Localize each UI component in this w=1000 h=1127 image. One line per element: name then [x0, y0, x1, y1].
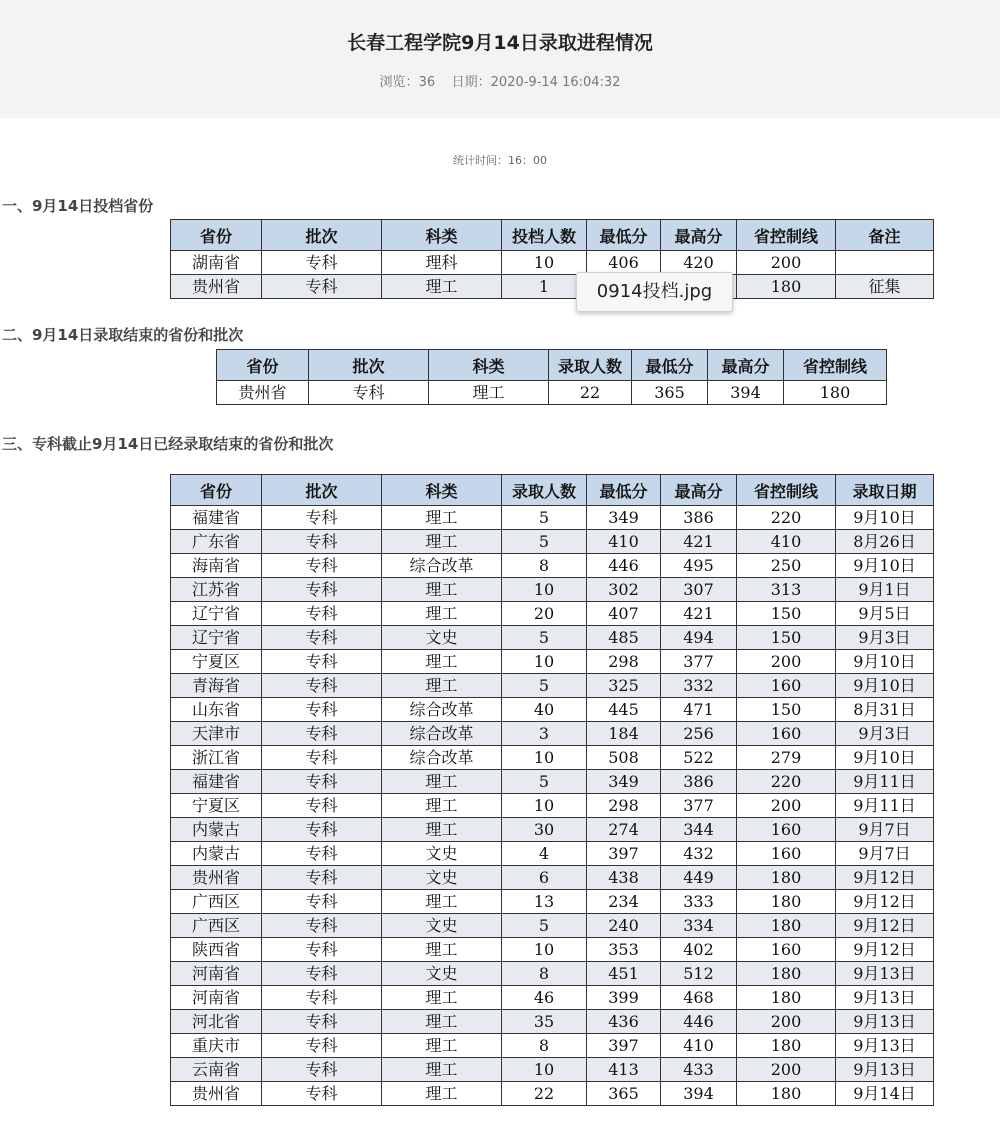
table-row — [171, 506, 934, 530]
table-row — [171, 1034, 934, 1058]
column-header: 最高分 — [661, 220, 737, 251]
table-cell: 8 — [502, 1034, 587, 1058]
table-cell: 344 — [661, 818, 737, 842]
table-row — [217, 381, 887, 405]
table-cell: 贵州省 — [171, 1082, 262, 1106]
table-row — [171, 938, 934, 962]
table-cell: 410 — [587, 530, 661, 554]
column-header: 省控制线 — [737, 475, 836, 506]
table-cell: 专科 — [262, 890, 382, 914]
table-cell: 9月13日 — [836, 962, 934, 986]
table-row — [171, 578, 934, 602]
table-cell: 180 — [737, 1034, 836, 1058]
table-cell: 9月12日 — [836, 890, 934, 914]
table-cell: 专科 — [262, 722, 382, 746]
table-cell: 专科 — [262, 842, 382, 866]
table-cell: 理工 — [382, 650, 502, 674]
table-cell: 9月11日 — [836, 770, 934, 794]
table-cell: 334 — [661, 914, 737, 938]
table-cell: 专科 — [262, 1010, 382, 1034]
column-header: 省份 — [217, 350, 309, 381]
table-cell: 436 — [587, 1010, 661, 1034]
table-cell: 451 — [587, 962, 661, 986]
table-cell: 402 — [661, 938, 737, 962]
table-cell: 40 — [502, 698, 587, 722]
table-cell: 8 — [502, 554, 587, 578]
table-cell: 522 — [661, 746, 737, 770]
table-row — [171, 746, 934, 770]
table-cell: 专科 — [262, 602, 382, 626]
table-cell: 485 — [587, 626, 661, 650]
table-cell: 专科 — [262, 530, 382, 554]
table-cell: 宁夏区 — [171, 794, 262, 818]
table-cell: 13 — [502, 890, 587, 914]
table-cell: 9月7日 — [836, 842, 934, 866]
table-cell: 449 — [661, 866, 737, 890]
table-cell: 9月12日 — [836, 866, 934, 890]
column-header: 批次 — [309, 350, 429, 381]
table-row — [171, 794, 934, 818]
table-row — [171, 722, 934, 746]
table-cell: 9月12日 — [836, 938, 934, 962]
table-cell: 332 — [661, 674, 737, 698]
column-header: 最高分 — [661, 475, 737, 506]
table-cell: 298 — [587, 650, 661, 674]
table-cell: 180 — [737, 962, 836, 986]
table-cell: 9月14日 — [836, 1082, 934, 1106]
table-cell: 9月10日 — [836, 554, 934, 578]
table-cell: 广西区 — [171, 914, 262, 938]
table-cell: 150 — [737, 626, 836, 650]
table-cell: 1 — [502, 275, 587, 299]
table-cell: 377 — [661, 650, 737, 674]
table-row — [171, 1082, 934, 1106]
table-cell: 433 — [661, 1058, 737, 1082]
table-row — [171, 650, 934, 674]
table-cell: 理工 — [382, 770, 502, 794]
table-cell: 150 — [737, 602, 836, 626]
column-header: 批次 — [262, 220, 382, 251]
table-cell: 494 — [661, 626, 737, 650]
table-cell: 200 — [737, 1010, 836, 1034]
table-cell: 9月3日 — [836, 626, 934, 650]
table-row — [171, 1058, 934, 1082]
table-cell: 文史 — [382, 914, 502, 938]
table-cell: 240 — [587, 914, 661, 938]
table-row — [171, 914, 934, 938]
table-cell: 432 — [661, 842, 737, 866]
table-cell: 180 — [737, 866, 836, 890]
table-cell: 9月13日 — [836, 1034, 934, 1058]
table-cell: 349 — [587, 506, 661, 530]
table-cell: 302 — [587, 578, 661, 602]
table-cell: 专科 — [262, 554, 382, 578]
table-cell: 理工 — [382, 578, 502, 602]
column-header: 录取日期 — [836, 475, 934, 506]
table-cell: 46 — [502, 986, 587, 1010]
table-row — [171, 818, 934, 842]
table-cell: 421 — [661, 602, 737, 626]
table-cell: 理工 — [382, 530, 502, 554]
table-cell: 468 — [661, 986, 737, 1010]
finished-summary-table — [170, 474, 934, 1106]
table-cell: 10 — [502, 1058, 587, 1082]
table-cell: 专科 — [262, 674, 382, 698]
table-cell: 5 — [502, 626, 587, 650]
table-row — [171, 674, 934, 698]
column-header: 科类 — [429, 350, 549, 381]
table-cell: 180 — [737, 890, 836, 914]
table-cell: 495 — [661, 554, 737, 578]
table-cell: 贵州省 — [171, 275, 262, 299]
table-cell: 专科 — [262, 1082, 382, 1106]
table-cell: 4 — [502, 842, 587, 866]
table-cell: 160 — [737, 674, 836, 698]
table-cell: 5 — [502, 530, 587, 554]
table-cell: 9月11日 — [836, 794, 934, 818]
table-cell: 综合改革 — [382, 746, 502, 770]
table-cell: 180 — [737, 914, 836, 938]
table-cell: 8月26日 — [836, 530, 934, 554]
article-meta — [0, 71, 1000, 90]
table-cell: 海南省 — [171, 554, 262, 578]
table-cell: 宁夏区 — [171, 650, 262, 674]
table-cell: 313 — [737, 578, 836, 602]
table-cell: 理工 — [382, 275, 502, 299]
table-cell: 5 — [502, 506, 587, 530]
table-cell: 446 — [661, 1010, 737, 1034]
views-count: 36 — [418, 75, 436, 90]
table-cell: 386 — [661, 506, 737, 530]
column-header: 备注 — [836, 220, 934, 251]
table-cell: 9月13日 — [836, 1058, 934, 1082]
table-cell: 200 — [737, 1058, 836, 1082]
table-cell: 8月31日 — [836, 698, 934, 722]
table-cell: 专科 — [262, 746, 382, 770]
table-cell: 200 — [737, 794, 836, 818]
table-row — [171, 962, 934, 986]
table-cell: 399 — [587, 986, 661, 1010]
table-cell: 专科 — [262, 650, 382, 674]
table-cell: 专科 — [262, 251, 382, 275]
table-cell: 河南省 — [171, 962, 262, 986]
table-cell: 陕西省 — [171, 938, 262, 962]
table-cell: 298 — [587, 794, 661, 818]
column-header: 最高分 — [708, 350, 784, 381]
table-row — [171, 554, 934, 578]
table-cell: 辽宁省 — [171, 626, 262, 650]
table-cell: 220 — [737, 506, 836, 530]
table-cell: 9月13日 — [836, 986, 934, 1010]
table-cell: 内蒙古 — [171, 842, 262, 866]
table-cell: 365 — [632, 381, 708, 405]
table-cell: 专科 — [262, 1058, 382, 1082]
table-cell: 理工 — [382, 818, 502, 842]
table-cell: 406 — [587, 251, 661, 275]
table-cell: 256 — [661, 722, 737, 746]
table-cell: 理工 — [382, 794, 502, 818]
table-cell: 湖南省 — [171, 251, 262, 275]
table-cell: 9月10日 — [836, 674, 934, 698]
page-title: 长春工程学院9月14日录取进程情况 — [347, 32, 653, 54]
table-row — [171, 986, 934, 1010]
table-cell: 160 — [737, 842, 836, 866]
table-cell: 专科 — [262, 914, 382, 938]
table-cell: 3 — [502, 722, 587, 746]
table-cell: 20 — [502, 602, 587, 626]
views-label: 浏览： — [379, 75, 419, 90]
date-label: 日期： — [451, 75, 491, 90]
table-cell: 394 — [708, 381, 784, 405]
table-cell: 9月13日 — [836, 1010, 934, 1034]
table-cell: 理工 — [382, 938, 502, 962]
table-cell: 8 — [502, 962, 587, 986]
table-cell: 150 — [737, 698, 836, 722]
column-header: 省份 — [171, 475, 262, 506]
table-cell: 河南省 — [171, 986, 262, 1010]
table-cell: 471 — [661, 698, 737, 722]
table-cell: 200 — [737, 650, 836, 674]
table-cell: 贵州省 — [217, 381, 309, 405]
table-cell: 397 — [587, 842, 661, 866]
table-cell: 397 — [587, 1034, 661, 1058]
table-cell: 福建省 — [171, 506, 262, 530]
table-row — [171, 842, 934, 866]
table-cell: 9月3日 — [836, 722, 934, 746]
table-cell: 410 — [737, 530, 836, 554]
table-cell: 9月12日 — [836, 914, 934, 938]
section1-heading: 一、9月14日投档省份 — [2, 197, 154, 215]
table-cell: 10 — [502, 251, 587, 275]
table-cell: 专科 — [262, 506, 382, 530]
table-cell: 青海省 — [171, 674, 262, 698]
table-cell: 专科 — [262, 866, 382, 890]
publish-date: 2020-9-14 16:04:32 — [490, 75, 621, 90]
table-row — [171, 890, 934, 914]
table-cell: 文史 — [382, 962, 502, 986]
table-cell: 5 — [502, 770, 587, 794]
table-row — [171, 770, 934, 794]
table-row — [171, 251, 934, 275]
table-cell: 理工 — [382, 506, 502, 530]
tou-dang-table — [170, 219, 934, 299]
table-row — [171, 626, 934, 650]
table-cell: 理工 — [382, 1082, 502, 1106]
table-cell: 专科 — [309, 381, 429, 405]
table-cell: 250 — [737, 554, 836, 578]
table-cell: 325 — [587, 674, 661, 698]
table-cell: 307 — [661, 578, 737, 602]
table-cell: 35 — [502, 1010, 587, 1034]
table-cell: 22 — [549, 381, 632, 405]
column-header: 批次 — [262, 475, 382, 506]
table-header-row — [171, 475, 934, 506]
table-cell: 10 — [502, 650, 587, 674]
table-cell: 专科 — [262, 275, 382, 299]
table-cell: 福建省 — [171, 770, 262, 794]
table-cell: 386 — [661, 770, 737, 794]
table-cell: 200 — [737, 251, 836, 275]
table-cell: 22 — [502, 1082, 587, 1106]
column-header: 省份 — [171, 220, 262, 251]
table-cell: 9月1日 — [836, 578, 934, 602]
column-header: 录取人数 — [502, 475, 587, 506]
table-cell: 专科 — [262, 794, 382, 818]
table-cell: 446 — [587, 554, 661, 578]
table-cell: 理工 — [382, 602, 502, 626]
table-cell: 365 — [587, 1082, 661, 1106]
table-cell: 江苏省 — [171, 578, 262, 602]
table-cell: 河北省 — [171, 1010, 262, 1034]
table-cell: 专科 — [262, 986, 382, 1010]
table-cell: 专科 — [262, 962, 382, 986]
section3-heading: 三、专科截止9月14日已经录取结束的省份和批次 — [2, 435, 334, 453]
table-cell: 理工 — [429, 381, 549, 405]
table-cell: 理科 — [382, 251, 502, 275]
table-cell: 理工 — [382, 1010, 502, 1034]
table-cell: 180 — [737, 275, 836, 299]
table-cell: 160 — [737, 818, 836, 842]
table-cell: 重庆市 — [171, 1034, 262, 1058]
table-cell: 理工 — [382, 890, 502, 914]
table-cell: 220 — [737, 770, 836, 794]
table-cell: 专科 — [262, 938, 382, 962]
article-header — [0, 0, 1000, 118]
table-row — [171, 866, 934, 890]
table-cell: 广西区 — [171, 890, 262, 914]
table-cell: 理工 — [382, 674, 502, 698]
table-cell: 274 — [587, 818, 661, 842]
table-cell: 9月5日 — [836, 602, 934, 626]
finished-today-table — [216, 349, 887, 405]
table-cell: 综合改革 — [382, 554, 502, 578]
table-cell: 420 — [661, 251, 737, 275]
image-filename-tooltip: 0914投档.jpg — [576, 272, 733, 312]
column-header: 科类 — [382, 220, 502, 251]
table-cell: 445 — [587, 698, 661, 722]
table-cell: 160 — [737, 938, 836, 962]
section2-heading: 二、9月14日录取结束的省份和批次 — [2, 326, 244, 344]
table-cell: 专科 — [262, 1034, 382, 1058]
table-cell: 文史 — [382, 626, 502, 650]
table-cell: 专科 — [262, 698, 382, 722]
table-cell: 333 — [661, 890, 737, 914]
table-cell: 浙江省 — [171, 746, 262, 770]
table-cell: 160 — [737, 722, 836, 746]
table-cell: 专科 — [262, 578, 382, 602]
table-row — [171, 1010, 934, 1034]
table-cell: 5 — [502, 914, 587, 938]
table-cell: 理工 — [382, 986, 502, 1010]
table-cell: 512 — [661, 962, 737, 986]
table-cell: 专科 — [262, 818, 382, 842]
column-header: 省控制线 — [737, 220, 836, 251]
table-cell: 6 — [502, 866, 587, 890]
table-cell: 辽宁省 — [171, 602, 262, 626]
table-row — [171, 530, 934, 554]
table-cell: 180 — [737, 986, 836, 1010]
table-cell: 10 — [502, 794, 587, 818]
table-cell: 421 — [661, 530, 737, 554]
table-cell: 180 — [784, 381, 887, 405]
table-cell: 5 — [502, 674, 587, 698]
stat-time: 统计时间：16：00 — [453, 154, 547, 167]
table-cell: 贵州省 — [171, 866, 262, 890]
table-cell: 文史 — [382, 866, 502, 890]
table-cell: 9月10日 — [836, 650, 934, 674]
table-cell: 30 — [502, 818, 587, 842]
table-cell: 410 — [661, 1034, 737, 1058]
table-cell: 9月10日 — [836, 506, 934, 530]
table-cell: 349 — [587, 770, 661, 794]
column-header: 最低分 — [587, 475, 661, 506]
column-header: 省控制线 — [784, 350, 887, 381]
table-cell: 专科 — [262, 770, 382, 794]
table-cell: 9月7日 — [836, 818, 934, 842]
table-cell: 180 — [737, 1082, 836, 1106]
table-cell: 10 — [502, 746, 587, 770]
table-cell: 文史 — [382, 842, 502, 866]
column-header: 最低分 — [632, 350, 708, 381]
table-cell: 438 — [587, 866, 661, 890]
table-cell: 407 — [587, 602, 661, 626]
table-cell: 9月10日 — [836, 746, 934, 770]
table-cell: 184 — [587, 722, 661, 746]
table-header-row — [217, 350, 887, 381]
table-cell: 理工 — [382, 1034, 502, 1058]
column-header: 录取人数 — [549, 350, 632, 381]
table-cell: 云南省 — [171, 1058, 262, 1082]
table-header-row — [171, 220, 934, 251]
table-row — [171, 275, 934, 299]
table-cell: 内蒙古 — [171, 818, 262, 842]
table-cell: 377 — [661, 794, 737, 818]
table-cell: 理工 — [382, 1058, 502, 1082]
table-row — [171, 602, 934, 626]
table-cell: 山东省 — [171, 698, 262, 722]
table-cell: 234 — [587, 890, 661, 914]
table-cell: 征集 — [836, 275, 934, 299]
table-cell: 413 — [587, 1058, 661, 1082]
table-cell: 综合改革 — [382, 698, 502, 722]
table-cell: 279 — [737, 746, 836, 770]
column-header: 投档人数 — [502, 220, 587, 251]
column-header: 科类 — [382, 475, 502, 506]
table-cell: 508 — [587, 746, 661, 770]
table-cell: 353 — [587, 938, 661, 962]
table-cell: 专科 — [262, 626, 382, 650]
table-cell: 10 — [502, 578, 587, 602]
table-row — [171, 698, 934, 722]
table-cell: 天津市 — [171, 722, 262, 746]
table-cell: 10 — [502, 938, 587, 962]
table-cell: 394 — [661, 1082, 737, 1106]
table-cell: 综合改革 — [382, 722, 502, 746]
table-cell: 广东省 — [171, 530, 262, 554]
column-header: 最低分 — [587, 220, 661, 251]
table-cell — [836, 251, 934, 275]
